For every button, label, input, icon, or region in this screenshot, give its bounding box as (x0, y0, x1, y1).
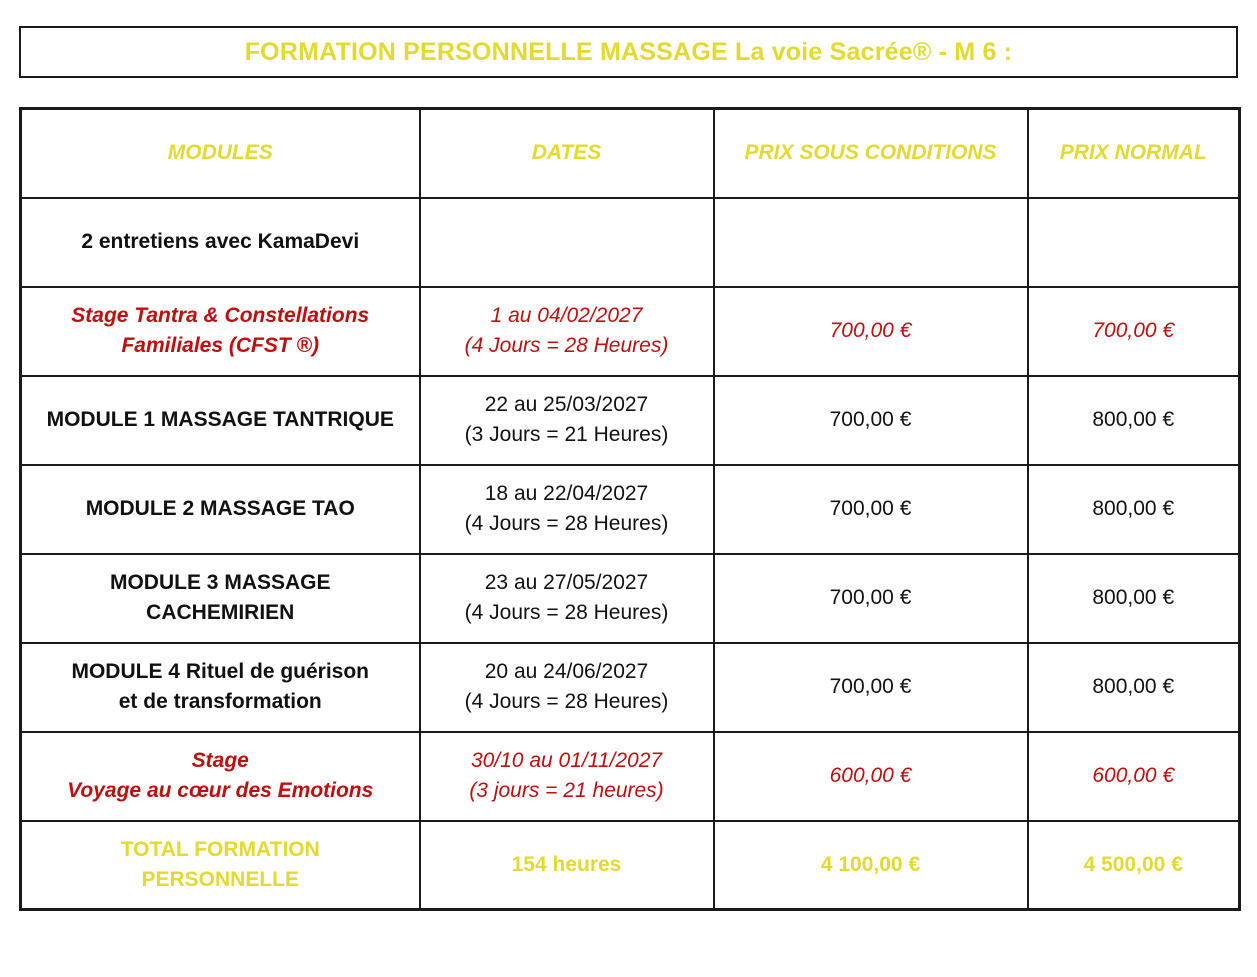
total-label-line-2: PERSONNELLE (141, 867, 300, 891)
table-row (21, 287, 1240, 376)
header-prix-conditions: PRIX SOUS CONDITIONS (714, 109, 1028, 198)
total-label: TOTAL FORMATION (120, 837, 320, 861)
date-duration: (3 Jours = 21 Heures) (464, 423, 669, 446)
prix-conditions-cell: 700,00 € (714, 554, 1028, 643)
table-row (21, 732, 1240, 821)
total-prix-normal: 4 500,00 € (1028, 821, 1240, 910)
date-range: 20 au 24/06/2027 (484, 660, 649, 683)
module-cell (21, 732, 420, 821)
table-row (21, 643, 1240, 732)
prix-normal-cell: 800,00 € (1028, 643, 1240, 732)
table-row (21, 465, 1240, 554)
dates-cell (420, 198, 714, 287)
prix-normal-cell: 800,00 € (1028, 376, 1240, 465)
prix-conditions-cell: 600,00 € (714, 732, 1028, 821)
total-row (21, 821, 1240, 910)
dates-cell (420, 465, 714, 554)
module-cell (21, 198, 420, 287)
date-range: 30/10 au 01/11/2027 (470, 749, 663, 772)
prix-conditions-cell: 700,00 € (714, 376, 1028, 465)
date-duration: (4 Jours = 28 Heures) (464, 334, 669, 357)
header-prix-normal: PRIX NORMAL (1028, 109, 1240, 198)
module-name: 2 entretiens avec KamaDevi (81, 230, 360, 253)
module-name-line-2: et de transformation (118, 690, 322, 713)
module-cell (21, 287, 420, 376)
prix-conditions-cell: 700,00 € (714, 643, 1028, 732)
prix-normal-cell: 800,00 € (1028, 465, 1240, 554)
module-cell (21, 465, 420, 554)
module-name-line-2: Familiales (CFST ®) (121, 334, 319, 357)
date-duration: (3 jours = 21 heures) (469, 779, 664, 802)
total-label-cell (21, 821, 420, 910)
prix-normal-cell: 700,00 € (1028, 287, 1240, 376)
module-cell (21, 643, 420, 732)
pricing-table (19, 107, 1241, 911)
module-cell (21, 554, 420, 643)
date-range: 23 au 27/05/2027 (484, 571, 649, 594)
dates-cell (420, 643, 714, 732)
date-range: 18 au 22/04/2027 (484, 482, 649, 505)
module-name: MODULE 3 MASSAGE (109, 571, 331, 594)
date-duration: (4 Jours = 28 Heures) (464, 601, 669, 624)
module-name: MODULE 4 Rituel de guérison (71, 660, 370, 683)
table-row (21, 376, 1240, 465)
prix-conditions-cell: 700,00 € (714, 287, 1028, 376)
total-prix-conditions: 4 100,00 € (714, 821, 1028, 910)
table-row (21, 554, 1240, 643)
dates-cell (420, 732, 714, 821)
module-name: Stage Tantra & Constellations (71, 304, 370, 327)
dates-cell (420, 287, 714, 376)
prix-normal-cell (1028, 198, 1240, 287)
date-duration: (4 Jours = 28 Heures) (464, 512, 669, 535)
module-name-line-2: CACHEMIRIEN (146, 601, 295, 624)
module-cell (21, 376, 420, 465)
prix-normal-cell: 600,00 € (1028, 732, 1240, 821)
date-range: 22 au 25/03/2027 (484, 393, 649, 416)
table-row (21, 198, 1240, 287)
module-name: Stage (191, 749, 249, 772)
module-name: MODULE 1 MASSAGE TANTRIQUE (46, 408, 394, 431)
prix-conditions-cell: 700,00 € (714, 465, 1028, 554)
date-duration: (4 Jours = 28 Heures) (464, 690, 669, 713)
header-dates: DATES (420, 109, 714, 198)
module-name-line-2: Voyage au cœur des Emotions (67, 779, 374, 802)
total-hours: 154 heures (420, 821, 714, 910)
header-modules: MODULES (21, 109, 420, 198)
prix-conditions-cell (714, 198, 1028, 287)
date-range: 1 au 04/02/2027 (490, 304, 643, 327)
table-header-row (21, 109, 1240, 198)
dates-cell (420, 376, 714, 465)
dates-cell (420, 554, 714, 643)
module-name: MODULE 2 MASSAGE TAO (85, 497, 355, 520)
prix-normal-cell: 800,00 € (1028, 554, 1240, 643)
page-title: FORMATION PERSONNELLE MASSAGE La voie Sacrée® - M 6 : (19, 26, 1238, 78)
